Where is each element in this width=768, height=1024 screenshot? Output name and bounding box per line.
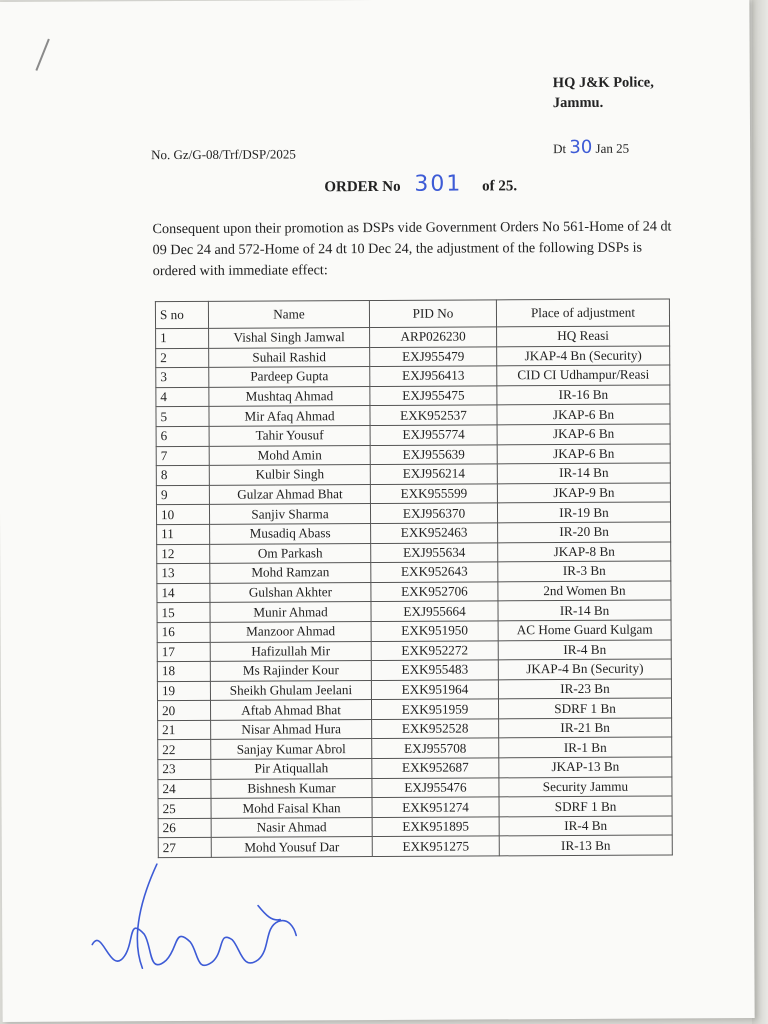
cell-pid: EXK951964: [371, 680, 498, 700]
table-row: [158, 796, 672, 818]
order-title: [324, 171, 517, 197]
cell-place: IR-4 Bn: [498, 639, 671, 659]
date-handwritten: 30: [569, 136, 593, 158]
cell-name: Sanjiv Sharma: [209, 504, 370, 524]
cell-sno: 12: [157, 544, 210, 564]
cell-pid: EXK952272: [371, 640, 498, 660]
cell-sno: 24: [158, 779, 211, 799]
cell-place: SDRF 1 Bn: [499, 796, 672, 816]
cell-sno: 11: [157, 524, 210, 544]
cell-sno: 5: [156, 407, 209, 427]
cell-place: IR-21 Bn: [499, 718, 672, 738]
cell-sno: 14: [157, 583, 210, 603]
cell-name: Mushtaq Ahmad: [209, 386, 370, 406]
column-header-place: Place of adjustment: [496, 299, 669, 327]
cell-pid: EXK952528: [372, 719, 499, 739]
cell-name: Sanjay Kumar Abrol: [211, 739, 372, 759]
cell-name: Pir Atiquallah: [211, 759, 372, 779]
cell-pid: EXK952537: [370, 405, 497, 425]
cell-place: IR-23 Bn: [498, 679, 671, 699]
page-edge: [752, 0, 768, 1024]
cell-sno: 21: [158, 720, 211, 740]
table-row: [158, 757, 672, 779]
cell-place: JKAP-4 Bn (Security): [498, 659, 671, 679]
cell-name: Mohd Ramzan: [210, 563, 371, 583]
cell-name: Gulshan Akhter: [210, 582, 371, 602]
title-prefix: ORDER No: [324, 178, 401, 196]
table-row: [156, 463, 670, 485]
cell-pid: EXJ956370: [370, 503, 497, 523]
cell-sno: 10: [156, 505, 209, 525]
table-row: [156, 326, 670, 348]
table-row: [157, 698, 671, 720]
cell-pid: EXK951950: [371, 621, 498, 641]
cell-name: Munir Ahmad: [210, 602, 371, 622]
cell-pid: EXJ955774: [370, 425, 497, 445]
cell-place: 2nd Women Bn: [498, 581, 671, 601]
cell-sno: 13: [157, 563, 210, 583]
office-line-1: HQ J&K Police,: [552, 74, 654, 92]
cell-sno: 9: [156, 485, 209, 505]
column-header-sno: S no: [155, 301, 208, 328]
cell-pid: EXK955599: [370, 484, 497, 504]
cell-sno: 27: [158, 838, 211, 858]
cell-sno: 18: [157, 661, 210, 681]
cell-place: JKAP-6 Bn: [497, 444, 670, 464]
cell-sno: 19: [157, 681, 210, 701]
table-row: [157, 561, 671, 583]
order-date: [553, 137, 629, 158]
cell-pid: EXK955483: [371, 660, 498, 680]
cell-place: CID CI Udhampur/Reasi: [497, 365, 670, 385]
table-row: [157, 581, 671, 603]
cell-sno: 15: [157, 603, 210, 623]
table-row: [158, 835, 672, 857]
cell-name: Nasir Ahmad: [211, 817, 372, 837]
cell-name: Pardeep Gupta: [209, 367, 370, 387]
table-row: [156, 385, 670, 407]
table-row: [157, 522, 671, 544]
table-row: [156, 483, 670, 505]
cell-place: JKAP-6 Bn: [497, 424, 670, 444]
cell-pid: EXJ955664: [371, 601, 498, 621]
cell-pid: EXJ955479: [370, 346, 497, 366]
cell-sno: 1: [156, 328, 209, 348]
cell-sno: 2: [156, 348, 209, 368]
table-body: [156, 326, 673, 858]
cell-pid: EXJ955475: [370, 386, 497, 406]
cell-place: JKAP-9 Bn: [497, 483, 670, 503]
cell-place: IR-14 Bn: [498, 600, 671, 620]
cell-place: IR-1 Bn: [499, 737, 672, 757]
office-line-2: Jammu.: [552, 94, 604, 112]
cell-name: Sheikh Ghulam Jeelani: [210, 680, 371, 700]
cell-pid: EXJ955634: [371, 542, 498, 562]
cell-place: AC Home Guard Kulgam: [498, 620, 671, 640]
cell-sno: 25: [158, 799, 211, 819]
cell-place: JKAP-6 Bn: [497, 404, 670, 424]
office-address: [553, 73, 654, 114]
table-row: [158, 737, 672, 759]
cell-pid: EXK952687: [372, 758, 499, 778]
cell-name: Nisar Ahmad Hura: [211, 719, 372, 739]
cell-name: Mohd Amin: [209, 445, 370, 465]
table-row: [157, 600, 671, 622]
cell-name: Hafizullah Mir: [210, 641, 371, 661]
table-row: [157, 679, 671, 701]
cell-name: Mohd Faisal Khan: [211, 798, 372, 818]
date-suffix: Jan 25: [595, 140, 630, 156]
cell-name: Kulbir Singh: [209, 465, 370, 485]
cell-name: Aftab Ahmad Bhat: [210, 700, 371, 720]
table-row: [156, 365, 670, 387]
column-header-pid: PID No: [369, 300, 496, 328]
cell-place: JKAP-8 Bn: [498, 541, 671, 561]
cell-place: IR-16 Bn: [497, 385, 670, 405]
cell-name: Tahir Yousuf: [209, 425, 370, 445]
adjustment-table: [155, 298, 673, 858]
cell-pid: EXK952706: [371, 582, 498, 602]
cell-place: JKAP-13 Bn: [499, 757, 672, 777]
pen-mark: [35, 39, 49, 71]
cell-place: Security Jammu: [499, 777, 672, 797]
cell-place: IR-19 Bn: [497, 502, 670, 522]
cell-pid: EXK951959: [371, 699, 498, 719]
cell-place: IR-13 Bn: [499, 835, 672, 855]
signature: [82, 855, 323, 986]
cell-place: JKAP-4 Bn (Security): [497, 346, 670, 366]
table-row: [156, 502, 670, 524]
cell-pid: EXJ955476: [372, 778, 499, 798]
cell-sno: 8: [156, 466, 209, 486]
table-row: [156, 424, 670, 446]
cell-name: Mohd Yousuf Dar: [211, 837, 372, 857]
cell-place: IR-4 Bn: [499, 816, 672, 836]
table-row: [158, 718, 672, 740]
cell-sno: 6: [156, 426, 209, 446]
cell-place: IR-3 Bn: [498, 561, 671, 581]
cell-pid: EXK951275: [372, 836, 499, 856]
cell-name: Suhail Rashid: [209, 347, 370, 367]
cell-name: Mir Afaq Ahmad: [209, 406, 370, 426]
cell-sno: 16: [157, 622, 210, 642]
cell-name: Gulzar Ahmad Bhat: [209, 484, 370, 504]
cell-sno: 3: [156, 368, 209, 388]
cell-name: Musadiq Abass: [210, 523, 371, 543]
cell-sno: 7: [156, 446, 209, 466]
cell-pid: EXK952463: [371, 523, 498, 543]
table-row: [156, 346, 670, 368]
table-row: [157, 541, 671, 563]
table-row: [157, 659, 671, 681]
cell-name: Manzoor Ahmad: [210, 621, 371, 641]
cell-sno: 4: [156, 387, 209, 407]
cell-sno: 20: [157, 701, 210, 721]
cell-name: Bishnesh Kumar: [211, 778, 372, 798]
cell-place: SDRF 1 Bn: [498, 698, 671, 718]
cell-pid: EXK952643: [371, 562, 498, 582]
cell-pid: EXJ956413: [370, 366, 497, 386]
cell-pid: EXK951895: [372, 817, 499, 837]
table-header-row: [155, 299, 669, 329]
cell-pid: EXJ956214: [370, 464, 497, 484]
table-row: [157, 639, 671, 661]
cell-sno: 17: [157, 642, 210, 662]
cell-name: Ms Rajinder Kour: [210, 661, 371, 681]
table-row: [156, 404, 670, 426]
table-row: [156, 444, 670, 466]
title-suffix: of 25.: [482, 178, 518, 195]
cell-pid: ARP026230: [370, 327, 497, 347]
cell-sno: 26: [158, 818, 211, 838]
cell-sno: 23: [158, 759, 211, 779]
cell-pid: EXK951274: [372, 797, 499, 817]
cell-sno: 22: [158, 740, 211, 760]
order-body-text: Consequent upon their promotion as DSPs vide Government Orders No 561-Home of 24 dt 09 Dec 24 and 572-Home of 24 dt 10 Dec 24, the adjustment of the following DSPs is ordered with immediate effect:: [152, 218, 672, 280]
cell-pid: EXJ955639: [370, 444, 497, 464]
cell-pid: EXJ955708: [372, 738, 499, 758]
table-row: [158, 816, 672, 838]
cell-place: HQ Reasi: [497, 326, 670, 346]
cell-name: Vishal Singh Jamwal: [209, 328, 370, 348]
order-reference: No. Gz/G-08/Trf/DSP/2025: [151, 146, 296, 163]
date-prefix: Dt: [553, 140, 567, 157]
cell-place: IR-14 Bn: [497, 463, 670, 483]
order-number-handwritten: 301: [414, 171, 463, 197]
cell-name: Om Parkash: [210, 543, 371, 563]
cell-place: IR-20 Bn: [498, 522, 671, 542]
table-row: [157, 620, 671, 642]
table-row: [158, 777, 672, 799]
column-header-name: Name: [208, 301, 369, 329]
